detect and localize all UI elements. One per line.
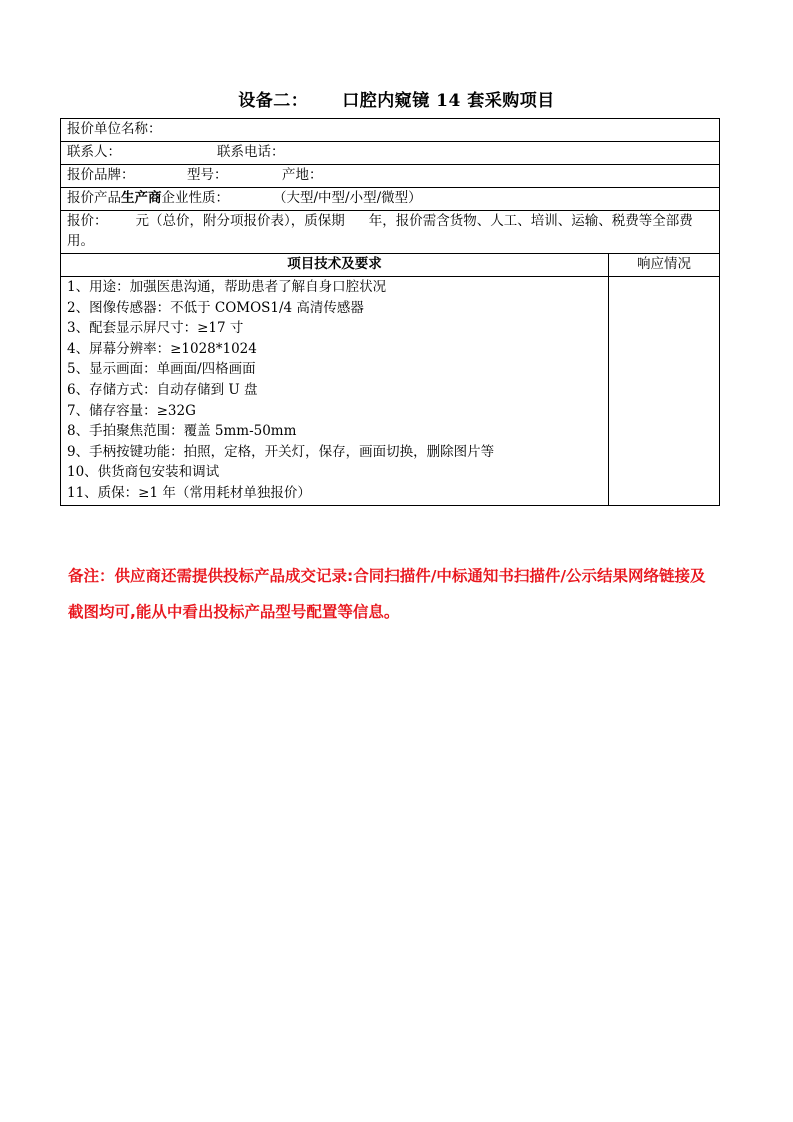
requirement-item: 8、手拍聚焦范围：覆盖 5mm-50mm [67,423,297,440]
contact-phone-label: 联系电话： [217,144,285,160]
quote-cell[interactable] [61,211,720,254]
row-header [61,254,720,277]
quote-unit-label: 报价单位名称： [67,121,162,137]
requirement-item: 7、储存容量：≥32G [67,402,196,419]
requirements-cell [61,277,609,506]
brand-cell[interactable] [61,165,720,188]
row-quote-unit [61,119,720,142]
requirement-item: 3、配套显示屏尺寸：≥17 寸 [67,320,244,337]
row-nature [61,188,720,211]
quote-text-2: 年，报价需含货物、人工、培训、运输、税费等全部费用。 [67,213,693,249]
row-quote [61,211,720,254]
row-brand [61,165,720,188]
col-requirements-header: 项目技术及要求 [61,254,609,277]
requirement-item: 2、图像传感器：不低于 COMOS1/4 高清传感器 [67,299,364,316]
quote-unit-cell[interactable] [61,119,720,142]
page-title [0,86,793,111]
row-requirements [61,277,720,506]
requirement-item: 4、屏幕分辨率：≥1028*1024 [67,340,257,357]
requirement-item: 5、显示画面：单画面/四格画面 [67,361,256,378]
title-prefix: 设备二： [238,91,309,111]
nature-suffix: 企业性质： [161,190,229,206]
nature-prefix: 报价产品 [67,190,121,206]
brand-label: 报价品牌： [67,167,135,183]
contact-cell[interactable] [61,142,720,165]
requirement-item: 9、手柄按键功能：拍照，定格，开关灯，保存，画面切换，删除图片等 [67,443,495,460]
row-contact [61,142,720,165]
contact-person-label: 联系人： [67,144,121,160]
requirement-item: 1、用途：加强医患沟通，帮助患者了解自身口腔状况 [67,279,387,295]
col-response-header: 响应情况 [609,254,720,277]
nature-options: （大型/中型/小型/微型） [273,190,422,206]
origin-label: 产地： [282,167,323,183]
nature-cell[interactable] [61,188,720,211]
requirement-item: 10、供货商包安装和调试 [67,464,220,481]
quote-label: 报价： [67,213,108,229]
nature-bold: 生产商 [121,190,162,206]
response-cell[interactable] [609,277,720,506]
red-note: 备注：供应商还需提供投标产品成交记录:合同扫描件/中标通知书扫描件/公示结果网络链接及截图均可,能从中看出投标产品型号配置等信息。 [68,567,706,621]
quote-form-table [60,118,720,506]
model-label: 型号： [187,167,228,183]
requirement-item: 11、质保：≥1 年（常用耗材单独报价） [67,484,311,501]
quote-text-1: 元（总价，附分项报价表），质保期 [135,213,345,229]
title-name: 口腔内窥镜 14 套采购项目 [342,91,555,111]
requirement-item: 6、存储方式：自动存储到 U 盘 [67,381,258,398]
